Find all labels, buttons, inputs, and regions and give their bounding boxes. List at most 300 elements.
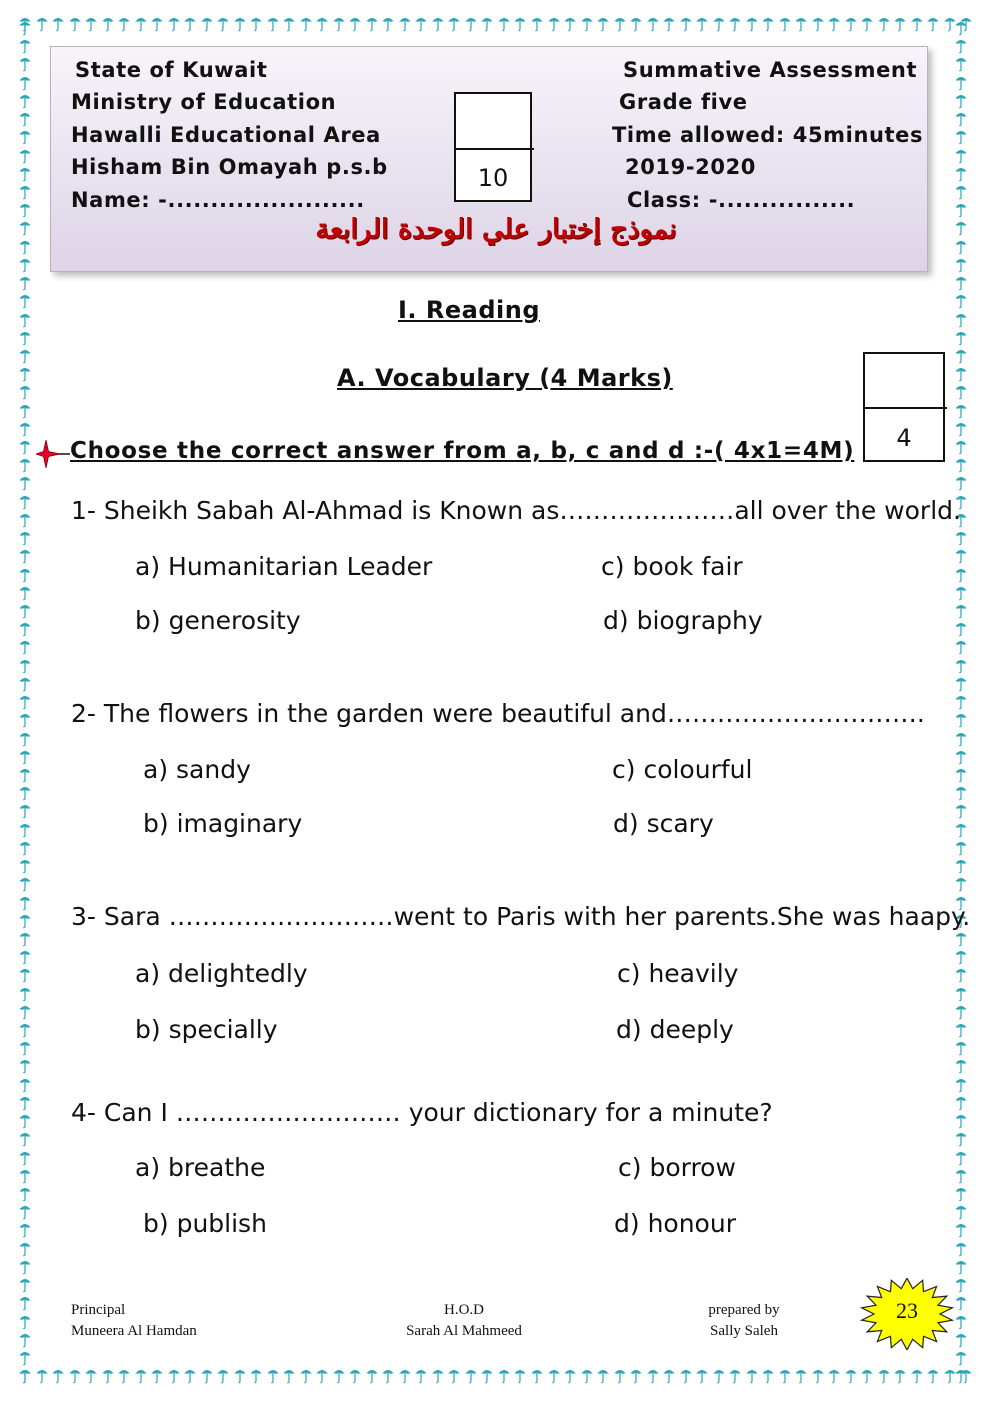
total-mark: 10 [477, 164, 509, 192]
umbrella-icon [954, 473, 968, 491]
umbrella-icon [167, 14, 181, 32]
umbrella-icon [926, 1366, 940, 1384]
umbrella-icon [18, 310, 32, 328]
umbrella-icon [761, 1366, 775, 1384]
umbrella-icon [613, 1366, 627, 1384]
umbrella-icon [954, 601, 968, 619]
umbrella-icon [728, 1366, 742, 1384]
umbrella-icon [18, 929, 32, 947]
umbrella-icon [877, 1366, 891, 1384]
umbrella-icon [381, 14, 395, 32]
umbrella-icon [447, 1366, 461, 1384]
question-3: 3- Sara ………………………went to Paris with her parents.She was haapy. [71, 902, 971, 931]
umbrella-icon [662, 1366, 676, 1384]
umbrella-icon [18, 1056, 32, 1074]
q4-option-d[interactable]: d) honour [614, 1209, 736, 1238]
umbrella-icon [18, 1293, 32, 1311]
umbrella-icon [398, 1366, 412, 1384]
umbrella-icon [18, 710, 32, 728]
umbrella-icon [18, 801, 32, 819]
umbrella-icon [18, 328, 32, 346]
class-field: Class: -................ [627, 188, 856, 212]
umbrella-icon [954, 820, 968, 838]
umbrella-icon [712, 1366, 726, 1384]
umbrella-icon [954, 984, 968, 1002]
umbrella-icon [613, 14, 627, 32]
umbrella-icon [332, 14, 346, 32]
umbrella-icon [18, 1075, 32, 1093]
umbrella-icon [745, 14, 759, 32]
principal-name: Muneera Al Hamdan [71, 1323, 197, 1339]
umbrella-icon [18, 255, 32, 273]
umbrella-icon [954, 619, 968, 637]
umbrella-icon [464, 1366, 478, 1384]
umbrella-icon [954, 54, 968, 72]
umbrella-icon [954, 182, 968, 200]
page-border-bottom [18, 1366, 974, 1386]
umbrella-icon [954, 1129, 968, 1147]
umbrella-icon [954, 546, 968, 564]
umbrella-icon [596, 1366, 610, 1384]
umbrella-icon [18, 765, 32, 783]
umbrella-icon [497, 1366, 511, 1384]
umbrella-icon [18, 91, 32, 109]
header-school: Hisham Bin Omayah p.s.b [71, 155, 388, 179]
umbrella-icon [18, 437, 32, 455]
umbrella-icon [954, 18, 968, 36]
umbrella-icon [954, 692, 968, 710]
q2-option-d[interactable]: d) scary [613, 809, 714, 838]
q1-option-c[interactable]: c) book fair [601, 552, 743, 581]
umbrella-icon [84, 14, 98, 32]
umbrella-icon [51, 1366, 65, 1384]
prepared-label: prepared by [708, 1302, 780, 1318]
instruction-text: Choose the correct answer from a, b, c and d :-( 4x1=4M) [70, 438, 855, 464]
umbrella-icon [679, 1366, 693, 1384]
umbrella-icon [299, 1366, 313, 1384]
umbrella-icon [348, 1366, 362, 1384]
header-ministry: Ministry of Education [71, 90, 337, 114]
umbrella-icon [893, 1366, 907, 1384]
umbrella-icon [233, 14, 247, 32]
umbrella-icon [18, 656, 32, 674]
section-title: I. Reading [398, 296, 541, 324]
umbrella-icon [629, 1366, 643, 1384]
umbrella-icon [954, 710, 968, 728]
umbrella-icon [954, 419, 968, 437]
header-year: 2019-2020 [625, 155, 757, 179]
umbrella-icon [18, 1239, 32, 1257]
umbrella-icon [18, 146, 32, 164]
umbrella-icon [827, 1366, 841, 1384]
question-1: 1- Sheikh Sabah Al-Ahmad is Known as…………………all over the world. [71, 496, 961, 525]
umbrella-icon [464, 14, 478, 32]
umbrella-icon [954, 747, 968, 765]
umbrella-icon [877, 14, 891, 32]
umbrella-icon [18, 583, 32, 601]
umbrella-icon [954, 1275, 968, 1293]
umbrella-icon [954, 382, 968, 400]
umbrella-icon [200, 1366, 214, 1384]
umbrella-icon [18, 893, 32, 911]
umbrella-icon [117, 14, 131, 32]
umbrella-icon [431, 14, 445, 32]
umbrella-icon [954, 1093, 968, 1111]
umbrella-icon [954, 1366, 968, 1384]
umbrella-icon [580, 14, 594, 32]
umbrella-icon [480, 14, 494, 32]
q2-option-b[interactable]: b) imaginary [143, 809, 303, 838]
umbrella-icon [954, 583, 968, 601]
umbrella-icon [18, 984, 32, 1002]
umbrella-icon [646, 1366, 660, 1384]
umbrella-icon [18, 1220, 32, 1238]
umbrella-icon [827, 14, 841, 32]
umbrella-icon [910, 1366, 924, 1384]
q4-option-a[interactable]: a) breathe [135, 1153, 266, 1182]
name-field: Name: -....................... [71, 188, 365, 212]
umbrella-icon [18, 273, 32, 291]
page-border-top [18, 14, 974, 34]
umbrella-icon [954, 273, 968, 291]
umbrella-icon [811, 14, 825, 32]
umbrella-icon [18, 565, 32, 583]
umbrella-icon [563, 14, 577, 32]
umbrella-icon [954, 255, 968, 273]
umbrella-icon [646, 14, 660, 32]
umbrella-icon [101, 14, 115, 32]
umbrella-icon [216, 1366, 230, 1384]
footer-principal [71, 1300, 197, 1342]
umbrella-icon [18, 1366, 32, 1384]
umbrella-icon [745, 1366, 759, 1384]
umbrella-icon [954, 1220, 968, 1238]
umbrella-icon [18, 1257, 32, 1275]
q4-option-c[interactable]: c) borrow [618, 1153, 736, 1182]
score-divider [456, 148, 534, 150]
umbrella-icon [954, 1293, 968, 1311]
umbrella-icon [431, 1366, 445, 1384]
umbrella-icon [954, 328, 968, 346]
umbrella-icon [414, 1366, 428, 1384]
umbrella-icon [954, 1075, 968, 1093]
umbrella-icon [954, 310, 968, 328]
umbrella-icon [150, 1366, 164, 1384]
umbrella-icon [18, 1348, 32, 1366]
umbrella-icon [18, 747, 32, 765]
umbrella-icon [18, 911, 32, 929]
umbrella-icon [954, 1002, 968, 1020]
umbrella-icon [794, 1366, 808, 1384]
umbrella-icon [315, 14, 329, 32]
umbrella-icon [18, 947, 32, 965]
umbrella-icon [954, 729, 968, 747]
umbrella-icon [844, 14, 858, 32]
umbrella-icon [18, 164, 32, 182]
umbrella-icon [954, 127, 968, 145]
umbrella-icon [18, 965, 32, 983]
q2-option-a[interactable]: a) sandy [143, 755, 251, 784]
umbrella-icon [84, 1366, 98, 1384]
umbrella-icon [249, 14, 263, 32]
umbrella-icon [200, 14, 214, 32]
umbrella-icon [695, 1366, 709, 1384]
umbrella-icon [794, 14, 808, 32]
footer-hod [398, 1300, 530, 1342]
umbrella-icon [954, 656, 968, 674]
umbrella-icon [954, 1111, 968, 1129]
umbrella-icon [954, 1257, 968, 1275]
umbrella-icon [51, 14, 65, 32]
umbrella-icon [18, 1093, 32, 1111]
umbrella-icon [299, 14, 313, 32]
umbrella-icon [18, 1330, 32, 1348]
section-marks-box [863, 352, 945, 462]
umbrella-icon [18, 473, 32, 491]
umbrella-icon [414, 14, 428, 32]
umbrella-icon [954, 765, 968, 783]
umbrella-icon [778, 14, 792, 32]
umbrella-icon [954, 437, 968, 455]
umbrella-icon [18, 346, 32, 364]
umbrella-icon [365, 1366, 379, 1384]
q3-option-d[interactable]: d) deeply [616, 1015, 734, 1044]
prepared-name: Sally Saleh [710, 1323, 778, 1339]
exam-title-arabic: نموذج إختبار علي الوحدة الرابعة [315, 214, 677, 245]
umbrella-icon [18, 54, 32, 72]
umbrella-icon [954, 1038, 968, 1056]
section-subtitle: A. Vocabulary (4 Marks) [337, 364, 673, 392]
umbrella-icon [18, 18, 32, 36]
umbrella-icon [315, 1366, 329, 1384]
umbrella-icon [547, 14, 561, 32]
principal-label: Principal [71, 1302, 126, 1318]
umbrella-icon [18, 1275, 32, 1293]
umbrella-icon [860, 14, 874, 32]
umbrella-icon [954, 1020, 968, 1038]
umbrella-icon [629, 14, 643, 32]
umbrella-icon [728, 14, 742, 32]
umbrella-icon [954, 146, 968, 164]
umbrella-icon [18, 783, 32, 801]
umbrella-icon [398, 14, 412, 32]
umbrella-icon [596, 14, 610, 32]
umbrella-icon [954, 929, 968, 947]
umbrella-icon [18, 820, 32, 838]
umbrella-icon [18, 874, 32, 892]
umbrella-icon [18, 1111, 32, 1129]
header-grade: Grade five [619, 90, 748, 114]
umbrella-icon [954, 947, 968, 965]
header-assessment: Summative Assessment [623, 58, 918, 82]
umbrella-icon [183, 14, 197, 32]
umbrella-icon [954, 91, 968, 109]
umbrella-icon [183, 1366, 197, 1384]
umbrella-icon [332, 1366, 346, 1384]
umbrella-icon [954, 455, 968, 473]
umbrella-icon [679, 14, 693, 32]
umbrella-icon [18, 73, 32, 91]
umbrella-icon [480, 1366, 494, 1384]
umbrella-icon [18, 729, 32, 747]
umbrella-icon [954, 1056, 968, 1074]
umbrella-icon [910, 14, 924, 32]
umbrella-icon [954, 801, 968, 819]
umbrella-icon [662, 14, 676, 32]
umbrella-icon [101, 1366, 115, 1384]
umbrella-icon [18, 401, 32, 419]
umbrella-icon [18, 1166, 32, 1184]
umbrella-icon [695, 14, 709, 32]
umbrella-icon [18, 1020, 32, 1038]
umbrella-icon [954, 856, 968, 874]
umbrella-icon [134, 1366, 148, 1384]
header-area: Hawalli Educational Area [71, 123, 381, 147]
umbrella-icon [117, 1366, 131, 1384]
umbrella-icon [954, 783, 968, 801]
umbrella-icon [18, 36, 32, 54]
umbrella-icon [954, 674, 968, 692]
hod-name: Sarah Al Mahmeed [406, 1323, 522, 1339]
umbrella-icon [844, 1366, 858, 1384]
umbrella-icon [68, 14, 82, 32]
umbrella-icon [926, 14, 940, 32]
umbrella-icon [954, 1148, 968, 1166]
umbrella-icon [954, 346, 968, 364]
umbrella-icon [18, 1129, 32, 1147]
q1-option-a[interactable]: a) Humanitarian Leader [135, 552, 433, 581]
marks-divider [865, 407, 947, 409]
umbrella-icon [18, 510, 32, 528]
umbrella-icon [18, 692, 32, 710]
hod-label: H.O.D [444, 1302, 484, 1318]
umbrella-icon [134, 14, 148, 32]
umbrella-icon [18, 1184, 32, 1202]
umbrella-icon [266, 1366, 280, 1384]
umbrella-icon [954, 1202, 968, 1220]
umbrella-icon [563, 1366, 577, 1384]
umbrella-icon [348, 14, 362, 32]
umbrella-icon [18, 1202, 32, 1220]
umbrella-icon [18, 674, 32, 692]
question-2: 2- The flowers in the garden were beautiful and…………………………. [71, 699, 925, 728]
q3-option-c[interactable]: c) heavily [617, 959, 739, 988]
umbrella-icon [150, 14, 164, 32]
umbrella-icon [954, 1166, 968, 1184]
umbrella-icon [365, 14, 379, 32]
umbrella-icon [530, 1366, 544, 1384]
umbrella-icon [18, 492, 32, 510]
umbrella-icon [18, 1038, 32, 1056]
umbrella-icon [954, 36, 968, 54]
umbrella-icon [954, 874, 968, 892]
umbrella-icon [954, 401, 968, 419]
umbrella-icon [513, 1366, 527, 1384]
umbrella-icon [18, 109, 32, 127]
page-number: 23 [896, 1298, 918, 1323]
umbrella-icon [712, 14, 726, 32]
umbrella-icon [216, 14, 230, 32]
umbrella-icon [18, 419, 32, 437]
umbrella-icon [18, 291, 32, 309]
q3-option-b[interactable]: b) specially [135, 1015, 278, 1044]
umbrella-icon [18, 637, 32, 655]
umbrella-icon [954, 364, 968, 382]
umbrella-icon [954, 1348, 968, 1366]
umbrella-icon [249, 1366, 263, 1384]
umbrella-icon [18, 528, 32, 546]
umbrella-icon [954, 109, 968, 127]
umbrella-icon [954, 291, 968, 309]
q1-option-d[interactable]: d) biography [603, 606, 763, 635]
star-bullet-icon [36, 440, 70, 468]
question-4: 4- Can I ……………………… your dictionary for a minute? [71, 1098, 773, 1127]
umbrella-icon [778, 1366, 792, 1384]
header-time: Time allowed: 45minutes [612, 123, 924, 147]
umbrella-icon [893, 14, 907, 32]
umbrella-icon [580, 1366, 594, 1384]
total-score-box [454, 92, 532, 202]
umbrella-icon [282, 14, 296, 32]
umbrella-icon [954, 1330, 968, 1348]
umbrella-icon [954, 838, 968, 856]
umbrella-icon [954, 565, 968, 583]
umbrella-icon [954, 528, 968, 546]
q2-option-c[interactable]: c) colourful [612, 755, 753, 784]
umbrella-icon [447, 14, 461, 32]
section-marks: 4 [896, 424, 912, 452]
umbrella-icon [18, 601, 32, 619]
umbrella-icon [497, 14, 511, 32]
umbrella-icon [18, 364, 32, 382]
umbrella-icon [167, 1366, 181, 1384]
umbrella-icon [18, 546, 32, 564]
umbrella-icon [954, 965, 968, 983]
umbrella-icon [18, 182, 32, 200]
umbrella-icon [266, 14, 280, 32]
umbrella-icon [18, 619, 32, 637]
umbrella-icon [547, 1366, 561, 1384]
umbrella-icon [18, 1148, 32, 1166]
umbrella-icon [18, 838, 32, 856]
umbrella-icon [811, 1366, 825, 1384]
q1-option-b[interactable]: b) generosity [135, 606, 301, 635]
umbrella-icon [513, 14, 527, 32]
umbrella-icon [761, 14, 775, 32]
umbrella-icon [68, 1366, 82, 1384]
umbrella-icon [18, 1312, 32, 1330]
umbrella-icon [233, 1366, 247, 1384]
umbrella-icon [282, 1366, 296, 1384]
q4-option-b[interactable]: b) publish [143, 1209, 267, 1238]
umbrella-icon [954, 1312, 968, 1330]
umbrella-icon [954, 164, 968, 182]
umbrella-icon [954, 1184, 968, 1202]
umbrella-icon [381, 1366, 395, 1384]
umbrella-icon [18, 382, 32, 400]
umbrella-icon [18, 455, 32, 473]
umbrella-icon [18, 856, 32, 874]
header-state: State of Kuwait [75, 58, 268, 82]
umbrella-icon [954, 1239, 968, 1257]
umbrella-icon [530, 14, 544, 32]
umbrella-icon [860, 1366, 874, 1384]
footer-prepared [700, 1300, 788, 1342]
q3-option-a[interactable]: a) delightedly [135, 959, 308, 988]
umbrella-icon [954, 637, 968, 655]
umbrella-icon [18, 1002, 32, 1020]
umbrella-icon [18, 127, 32, 145]
